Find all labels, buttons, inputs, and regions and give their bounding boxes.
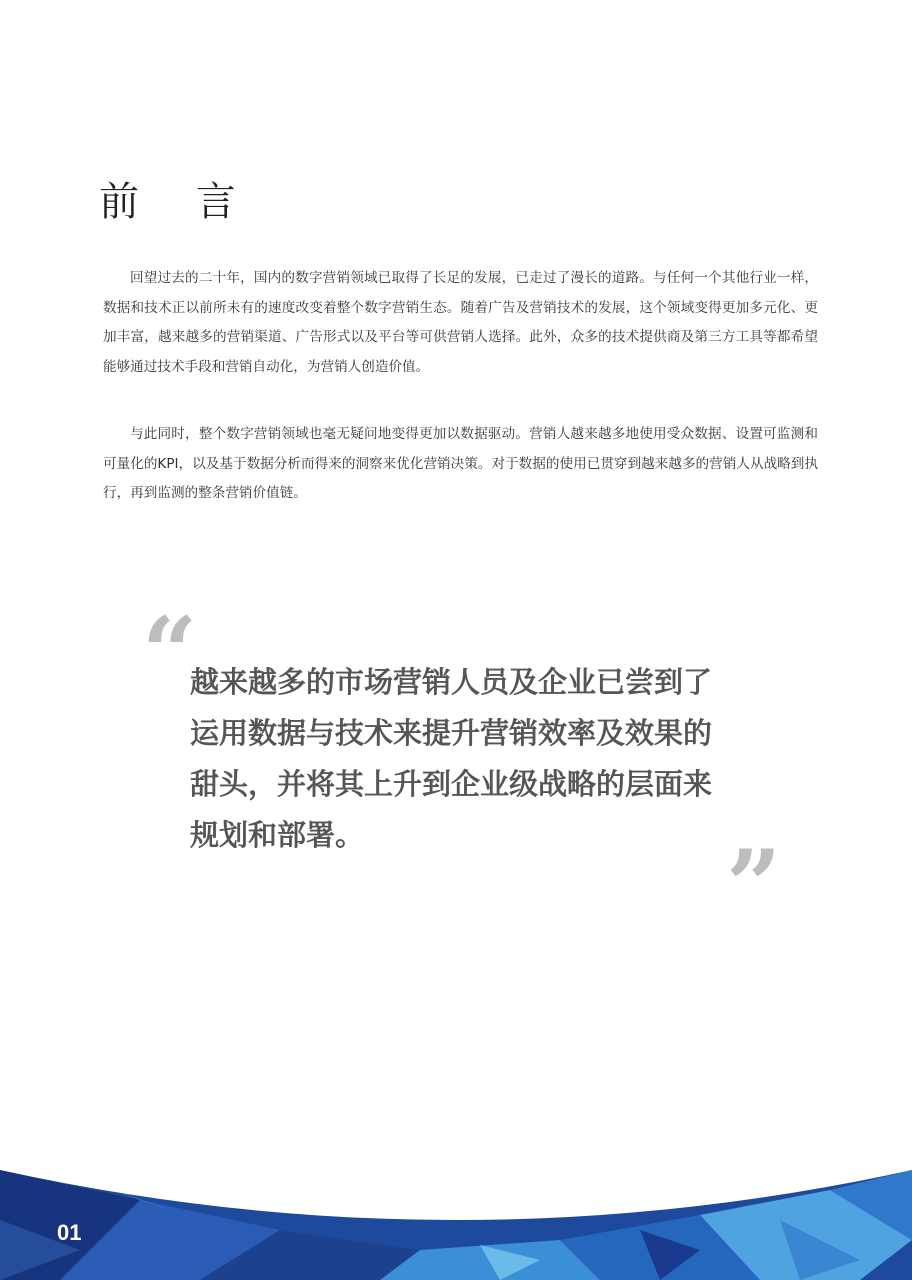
footer-decoration <box>0 1160 912 1280</box>
close-quote-icon: ” <box>726 829 782 942</box>
pull-quote: 越来越多的市场营销人员及企业已尝到了运用数据与技术来提升营销效率及效果的甜头，并将其上升到企业级战略的层面来规划和部署。 <box>190 665 713 852</box>
open-quote-icon: “ <box>142 596 198 709</box>
page-number: 01 <box>57 1220 82 1245</box>
page-title: 前 言 <box>99 179 258 225</box>
intro-paragraph-1: 回望过去的二十年，国内的数字营销领域已取得了长足的发展，已走过了漫长的道路。与任何一个其他行业一样，数据和技术正以前所未有的速度改变着整个数字营销生态。随着广告及营销技术的发展，这个领域变得更加多元化、更加丰富，越来越多的营销渠道、广告形式以及平台等可供营销人选择。此外，众多的技术提供商及第三方工具等都希望能够通过技术手段和营销自动化，为营销人创造价值。 <box>103 270 818 375</box>
intro-paragraph-2: 与此同时，整个数字营销领域也毫无疑问地变得更加以数据驱动。营销人越来越多地使用受众数据、设置可监测和可量化的KPI，以及基于数据分析而得来的洞察来优化营销决策。对于数据的使用已贯穿到越来越多的营销人从战略到执行，再到监测的整条营销价值链。 <box>103 426 818 502</box>
